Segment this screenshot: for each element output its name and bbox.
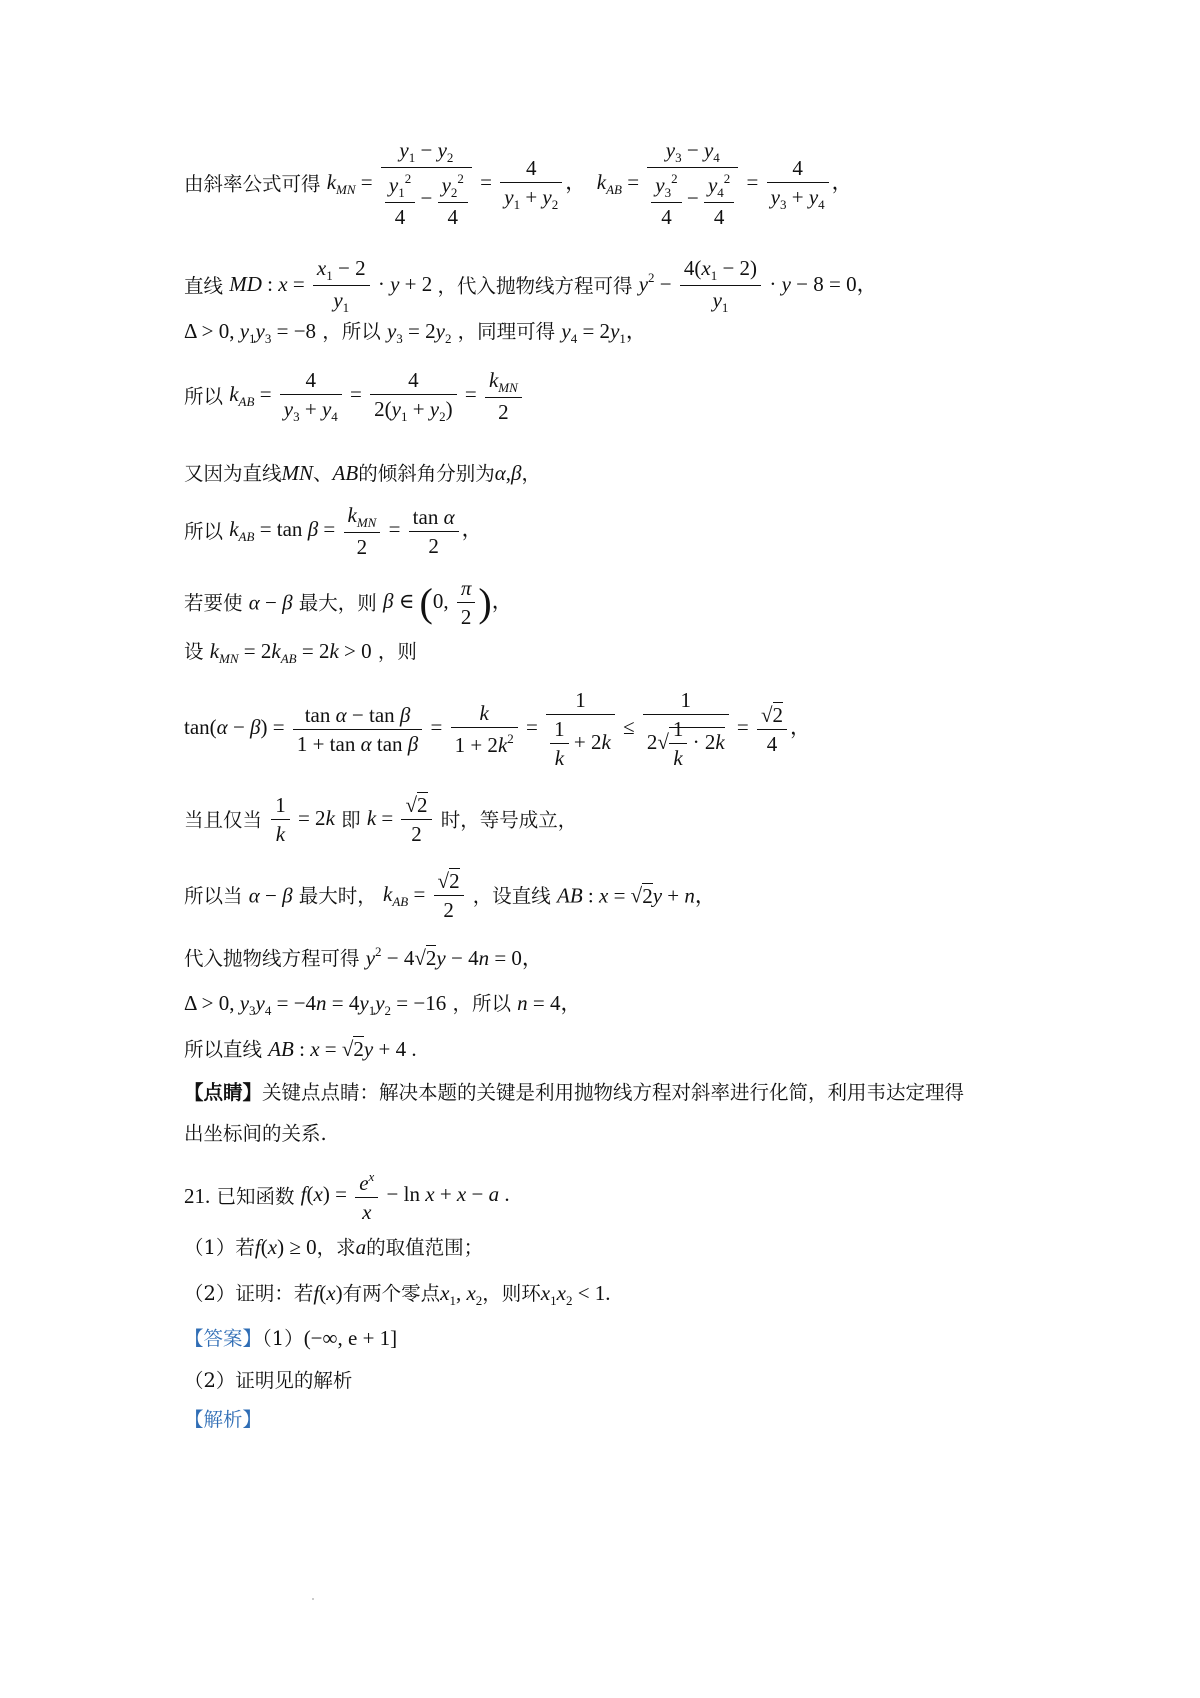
line2-lead: 直线 [184,274,224,298]
note-text-cont: 出坐标间的关系. [184,1122,327,1145]
line7-mid: 最大，则 [298,591,377,615]
note-paragraph [184,1083,964,1103]
problem-part-1: （1）若f(x) ≥ 0，求a的取值范围； [184,1235,484,1259]
line7-lead: 若要使 [184,591,243,615]
line-vieta-1 [184,321,647,345]
analysis-label: 【解析】 [184,1408,263,1431]
part2-label: （2）证明：若 [184,1282,314,1305]
line5-tail: 的倾斜角分别为 [358,462,495,485]
line12-lead: 代入抛物线方程可得 [184,947,360,970]
line-max-condition: 若要使 α − β 最大，则 β ∈ (0, $\frac{\pi}{2}$ )， [184,576,513,629]
answer-part2: （2）证明见的解析 [184,1369,353,1392]
line-equality-condition: 当且仅当 $\frac{1}{k}$ = 2k 即 k = $\frac{√2}{2}$ 时，等号成立， [184,793,578,846]
line-kab-ratio [184,370,525,423]
formula-y4: $y_4 = 2y_1$， [561,319,647,346]
line10-lead: 当且仅当 [184,808,263,832]
line-md [184,258,878,314]
answer-label: 【答案】 [184,1327,263,1350]
line4-lead: 所以 [184,384,224,408]
problem-intro: 已知函数 [216,1184,295,1208]
line-angles: 又因为直线MN、AB的倾斜角分别为α,β， [184,461,541,485]
line-set-k [184,641,417,665]
formula-md-quadratic: $y^2$ − $\frac{4(x_1 - 2)}{y_1}$ · y − 8 = 0， [638,256,878,315]
formula-set-k: $k_{MN} = 2k_{AB} = 2k > 0$ [209,639,372,666]
note-bracket: 【点睛】 [184,1081,263,1104]
line6-lead: 所以 [184,519,224,543]
line-vieta-2: Δ > 0, $y_3y_4 = -4n = 4y_1y_2 = -16$ ，所以 n = 4， [184,991,582,1018]
note-paragraph-cont [184,1124,327,1144]
formula-line-ab: AB : x = √2y + n， [557,883,716,908]
line10-mid: 即 [341,808,361,832]
problem-21-statement [184,1170,510,1223]
answer-part1-value: (−∞, e + 1] [303,1326,398,1350]
line-tan-beta [184,505,483,558]
line-slope-formulas [184,140,853,228]
answer-part-2 [184,1371,352,1391]
problem-part-2: （2）证明：若f(x)有两个零点$x_1$, $x_2$，则环$x_1x_2 < 1$. [184,1281,611,1308]
answer-line [184,1328,397,1349]
line11-lead: 所以当 [184,884,243,908]
formula-delta-1: Δ > 0, $y_1y_3 = -8$ [184,319,317,346]
line14-lead: 所以直线 [184,1038,263,1061]
formula-kab-ratio: $k_{AB}$ = $\frac{4}{y_3 + y_4}$ = $\frac{4}{2(y_1 + y_2)}$ = $\frac{k_{MN}}{2}$ [229,382,525,406]
part1-end: 的取值范围； [366,1236,484,1259]
line1-lead: 由斜率公式可得 [184,172,321,196]
line5-lead: 又因为直线 [184,462,282,485]
formula-tan-beta: $k_{AB} = \tan \beta$ = $\frac{k_{MN}}{2}$ = $\frac{\text{tan α}}{2}$ ， [229,503,483,559]
line-ab-quadratic: 代入抛物线方程可得 $y^2 - 4√2y - 4n = 0$， [184,944,543,970]
line-tan-inequality [184,690,811,769]
line-max-kab: 所以当 α − β 最大时， $k_{AB}$ = $\frac{√2}{2}$ ，设直线 AB : x = √2y + n， [184,869,716,922]
part1-label: （1）若 [184,1236,255,1259]
line8-lead: 设 [184,640,204,663]
line13-mid: ，所以 [452,992,511,1015]
line3-mid2: ，同理可得 [457,320,556,343]
line3-mid: ，所以 [322,320,381,343]
formula-y3: $y_3 = 2y_2$ [386,319,452,346]
formula-f-def: f(x) = $\frac{e^x}{x}$ − ln x + x − a . [300,1169,510,1224]
answer-part1-label: （1） [262,1327,304,1350]
part2-mid: 有两个零点 [342,1282,441,1305]
formula-kmn: $k_{MN}$ = $y_1 - y_2$ $\frac{y_1^2}{4}$ − $\frac{y_2^2}{4}$ = $\frac{4}{y_1 + y_2}$ ， $k_{AB}$ = $y_3 - y_4$ $\frac{y_3^2}{4}$ − $\frac{y_4^2}{4}$ = $\frac{4}{y_3 + y_4}$ ， [326,138,853,229]
line11-mid2: ，设直线 [472,884,551,908]
formula-line-md: MD : x = $\frac{x_1 - 2}{y_1}$ · y + 2 [229,256,438,315]
page-speck [312,1598,314,1600]
part2-tail: ，则环 [482,1282,541,1305]
line11-mid: 最大时， [298,884,377,908]
analysis-heading [184,1410,262,1430]
line2-mid: ，代入抛物线方程可得 [437,274,633,298]
line-ab-result: 所以直线 AB : x = √2y + 4 . [184,1037,417,1061]
note-text: 关键点点睛：解决本题的关键是利用抛物线方程对斜率进行化简，利用韦达定理得 [262,1081,965,1104]
line10-tail: 时，等号成立， [440,808,578,832]
problem-number: 21. [184,1184,211,1208]
line8-tail: ，则 [377,640,417,663]
formula-tan-diff: tan(α − β) = $\frac{\text{tan α − tan β}}{\text{1 + tan α tan β}}$ = $\frac{k}{1 + 2k^2}$ = 1 $\frac{1}{k}$ + 2k ≤ 1 2√ $\frac{1}{k}$ · 2k = $\frac{√2}{4}$ ， [184,688,812,770]
line5-sep: 、 [313,462,333,485]
part1-tail: ，求 [316,1236,356,1259]
formula-beta-range: β ∈ (0, $\frac{\pi}{2}$ )， [382,576,513,629]
